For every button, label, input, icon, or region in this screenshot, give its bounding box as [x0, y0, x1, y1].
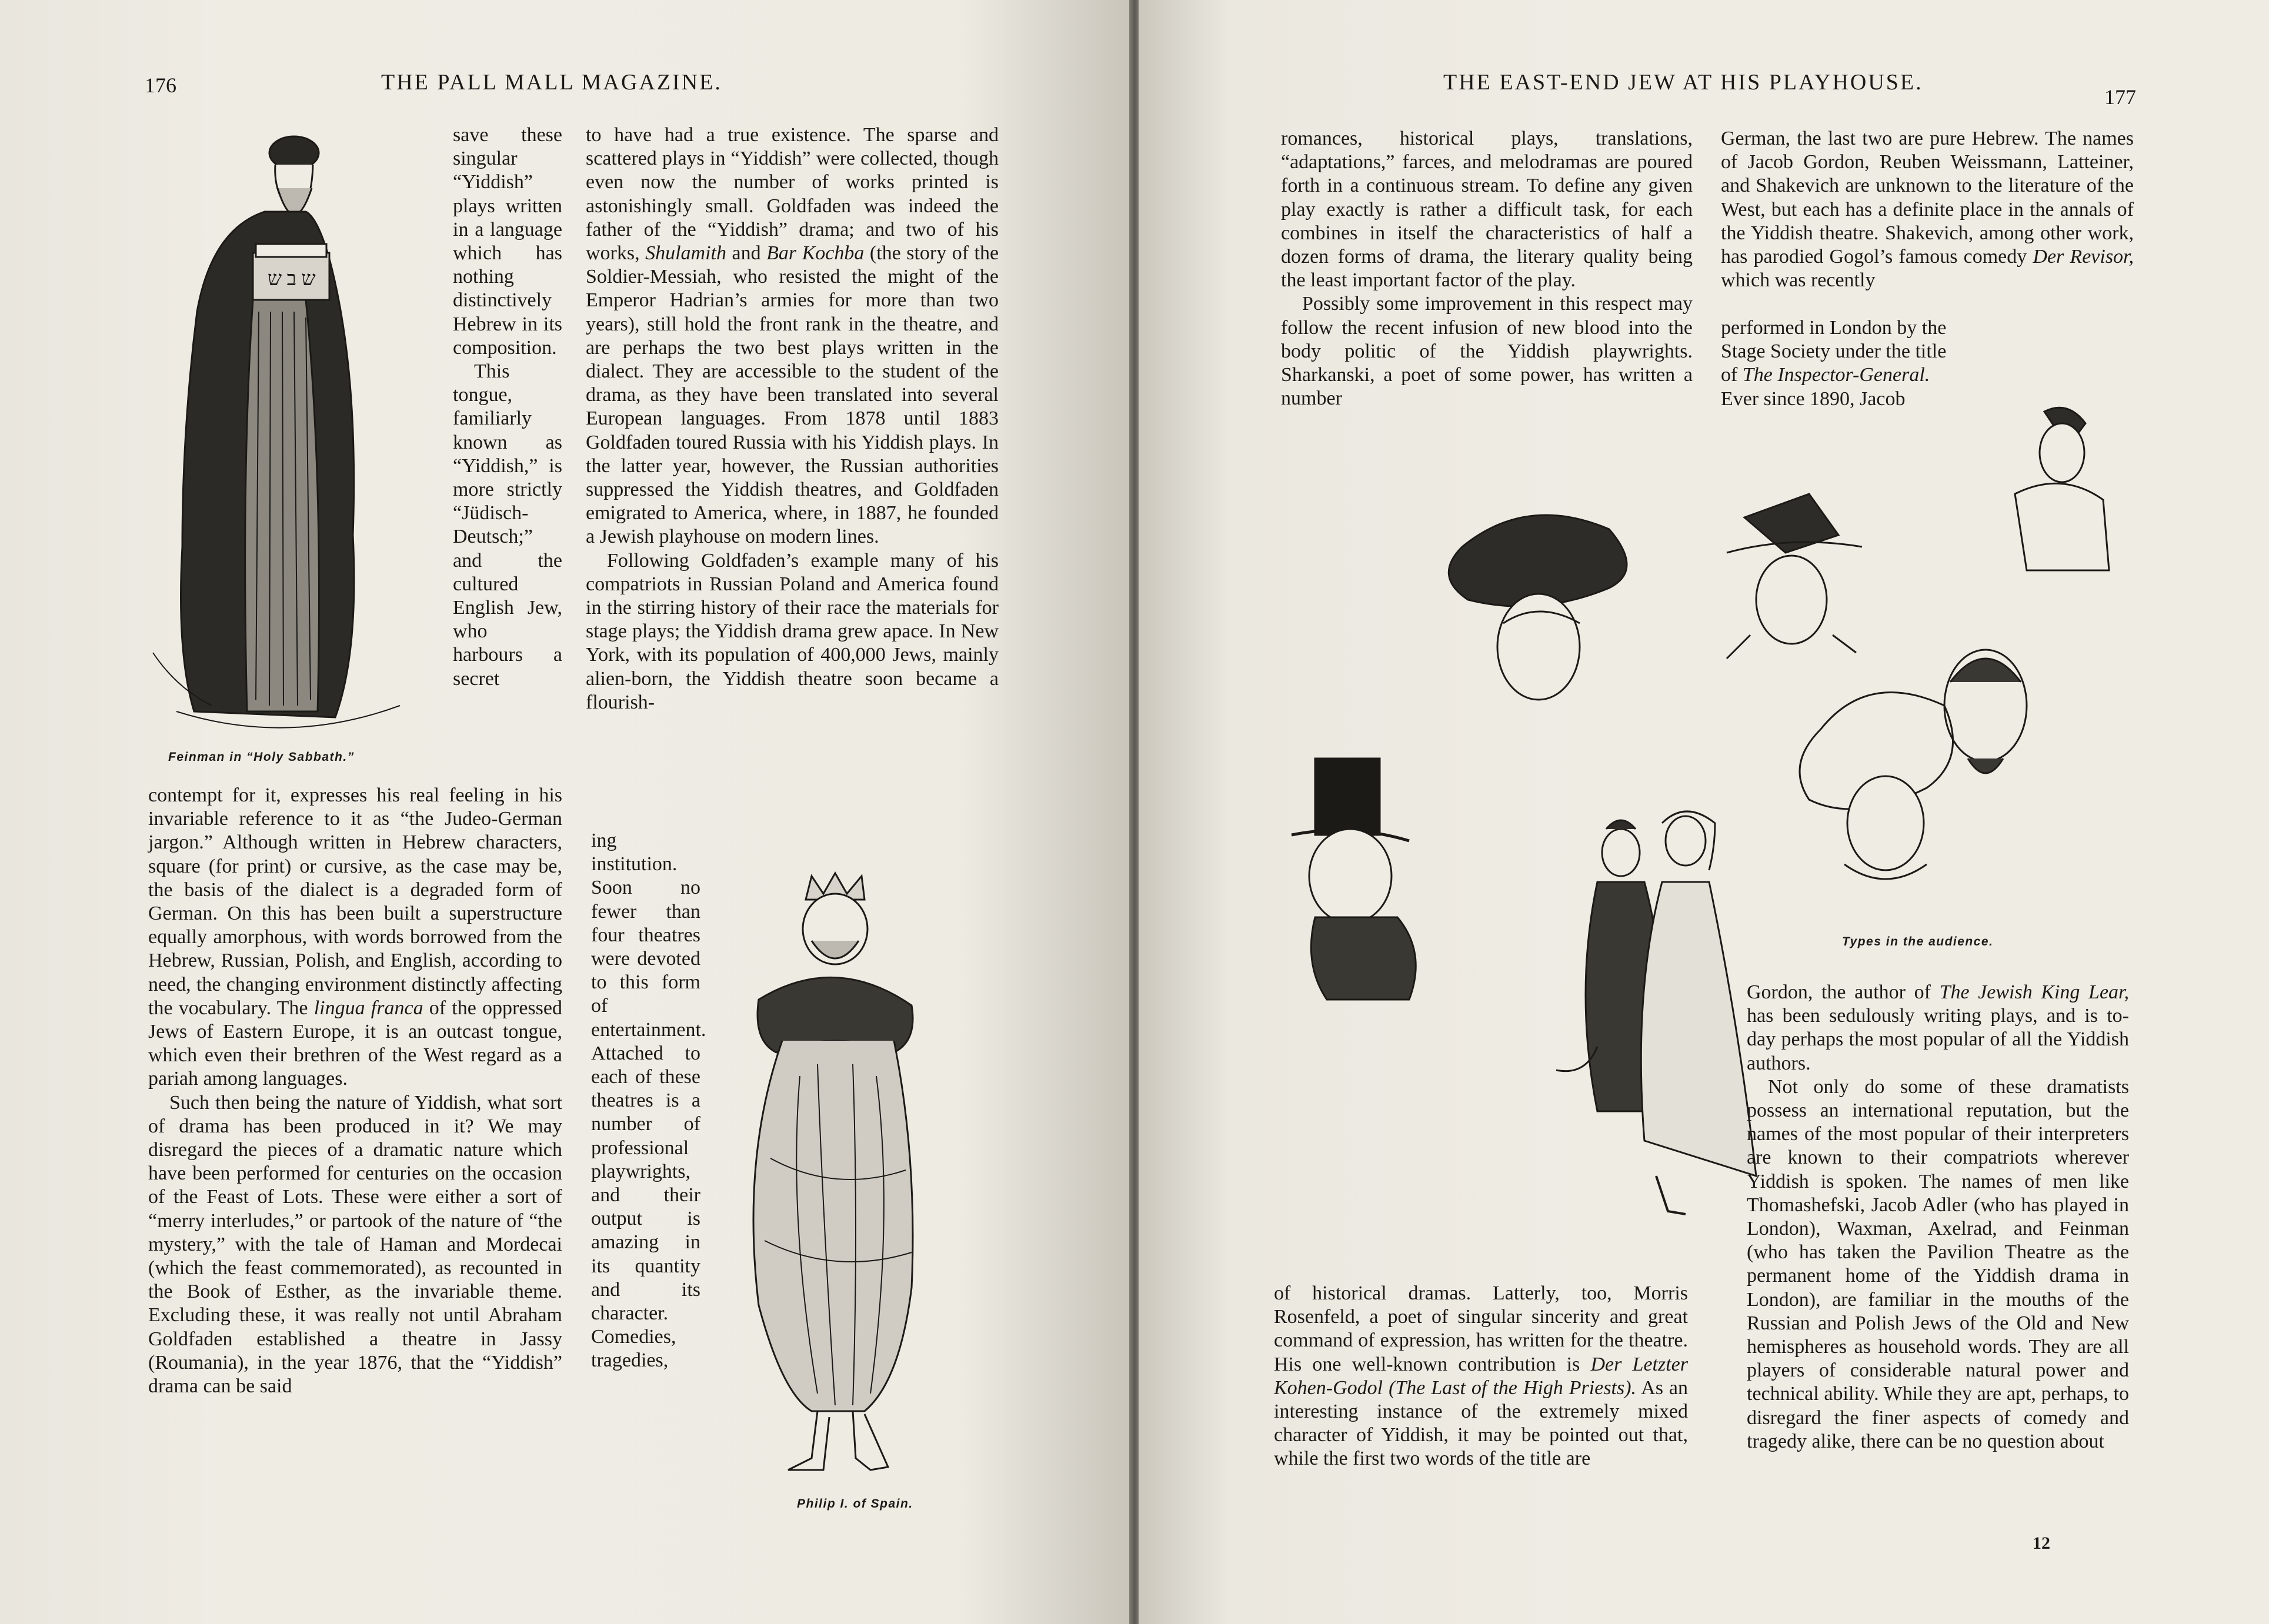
feinman-illustration [141, 123, 435, 747]
text-block: (the story of the Soldier-Messiah, who resisted the might of the Emperor Hadrian’s armies for more than two years), still hold the front rank in the theatre, and are perhaps the two best plays written in the dialect. They are accessible to the student of the drama, as they have been translated into several European languages. From 1878 until 1883 Goldfaden toured Russia with his Yiddish plays. In the latter year, however, the Russian authorities suppressed the Yiddish theatres, and Goldfaden emigrated to America, where, in 1887, he founded a Jewish playhouse on modern lines. [586, 242, 999, 548]
play-title: Der Revisor, [2033, 246, 2134, 268]
right-col-a-lower [1274, 1282, 1688, 1471]
caption-types: Types in the audience. [1842, 935, 1994, 948]
text-block: save these singular “Yiddish” plays written in a language which has nothing distinctively Hebrew in its composition. [453, 124, 562, 359]
text-block: romances, historical plays, translations, “adaptations,” farces, and melodramas are poured forth in a continuous stream. To define any given play exactly is rather a difficult task, for each combines in itself the characteristics of half a dozen forms of drama, the literary quality being the least important factor of the play. [1281, 128, 1693, 292]
text-block: contempt for it, expresses his real feeling in his invariable reference to it as “the Judeo-German jargon.” Although written in Hebrew characters, square (for print) or cursive, as the case may be, the basis of the dialect is a degraded form of German. On this has been built a superstructure equally amorphous, with words borrowed from the Hebrew, Russian, Polish, and English, according to need, the changing environment distinctly affecting the vocabulary. The [148, 784, 562, 1019]
signature-number: 12 [2033, 1533, 2050, 1553]
text-block: and [732, 242, 761, 265]
text-block: Ever since 1890, Jacob [1721, 387, 1906, 410]
right-page [1139, 0, 2269, 1624]
text-block: Following Goldfaden’s example many of his compatriots in Russian Poland and America found in the stirring history of their race the materials for stage plays; the Yiddish drama grew apace. In New York, with its population of 400,000 Jews, mainly alien-born, the Yiddish theatre soon became a flourish- [586, 549, 999, 713]
page-number: 177 [2104, 85, 2136, 109]
italic-term: lingua franca [313, 997, 423, 1019]
play-title: Bar Kochba [766, 242, 865, 265]
text-block: German, the last two are pure Hebrew. The names of Jacob Gordon, Reuben Weissmann, Latteiner, and Shakevich are unknown to the literature of the West, but each has a definite place in the annals of the Yiddish theatre. Shakevich, among other work, has parodied Gogol’s famous comedy [1721, 128, 2134, 268]
left-col-b [586, 123, 999, 714]
play-title: (The Last of the High Priests). [1389, 1376, 1637, 1399]
text-block: ing institution. Soon no fewer than four theatres were devoted to this form of entertainment. Attached to each of these theatres is a number of professional playwrights, and their output is amazing in its quantity and its character. Comedies, tragedies, [591, 830, 706, 1372]
right-col-b [1721, 127, 2134, 292]
text-block: has been sedulously writing plays, and is to-day perhaps the most popular of all the Yiddish authors. [1747, 1005, 2129, 1074]
page-number: 176 [145, 73, 176, 97]
caption-feinman: Feinman in “Holy Sabbath.” [168, 750, 355, 764]
text-block: which was recently [1721, 269, 1876, 292]
text-block: of the oppressed Jews of Eastern Europe, it is an outcast tongue, which even their brethren of the West regard as a pariah among languages. [148, 997, 563, 1090]
left-page [0, 0, 1129, 1624]
text-block: of historical dramas. Latterly, too, Morris Rosenfeld, a poet of singular sincerity and great command of expression, has written for the theatre. His one well-known contribution is [1274, 1282, 1688, 1375]
text-block: performed in London by the Stage Society under the title of [1721, 317, 1947, 386]
text-block: Not only do some of these dramatists possess an international reputation, but the names of the most popular of their interpreters are known to their compatriots wherever Yiddish is spoken. The names of men like Thomashefski, Jacob Adler (who has played in London), Waxman, Axelrad, and Feinman (who has taken the Pavilion Theatre as the permanent home of the Yiddish drama in London), are familiar in the mouths of the Russian and Polish Jews of the Old and New hemispheres as household words. They are all players of considerable natural power and technical ability. While they are apt, perhaps, to disregard the finer aspects of comedy and tragedy alike, there can be no question about [1747, 1075, 2129, 1452]
text-block: Gordon, the author of [1747, 981, 1931, 1003]
running-head: THE EAST-END JEW AT HIS PLAYHOUSE. [1443, 70, 1923, 95]
play-title: Shulamith [645, 242, 727, 265]
text-block: As an interesting instance of the extremely mixed character of Yiddish, it may be pointed out that, while the first two words of the title are [1274, 1376, 1688, 1470]
text-block: This tongue, familiarly known as “Yiddish,” is more strictly “Jüdisch-Deutsch;” and the cultured English Jew, who harbours a secret [453, 360, 562, 690]
philip-illustration [718, 864, 976, 1482]
caption-philip: Philip I. of Spain. [797, 1497, 913, 1511]
right-col-a [1281, 127, 1693, 410]
play-title: The Jewish King Lear, [1939, 981, 2129, 1003]
running-head: THE PALL MALL MAGAZINE. [381, 70, 722, 95]
box-letters: ש ב ש [268, 268, 316, 290]
text-block: to have had a true existence. The sparse and scattered plays in “Yiddish” were collected, though even now the number of works printed is astonishingly small. Goldfaden was indeed the father of the “Yiddish” drama; and two of his works, [586, 124, 999, 265]
text-block: Possibly some improvement in this respect may follow the recent infusion of new blood into the body politic of the Yiddish playwrights. Sharkanski, a poet of some power, has written a number [1281, 293, 1693, 410]
left-col-b-narrow [591, 829, 706, 1373]
play-title: The Inspector-General. [1742, 364, 1930, 386]
right-col-b-lower-narrow [1747, 981, 2129, 1453]
left-col-a-wide [148, 784, 562, 1398]
text-block: Such then being the nature of Yiddish, what sort of drama has been produced in it? We may disregard the pieces of a dramatic nature which have been performed for centuries on the occasion of the Feast of Lots. These were either a sort of “merry interludes,” or partook of the nature of “the mystery,” with the tale of Haman and Mordecai (which the feast commemorated), as recounted in the Book of Esther, as the invariable theme. Excluding these, it was really not until Abraham Goldfaden established a theatre in Jassy (Roumania), in the year 1876, that the “Yiddish” drama can be said [148, 1091, 562, 1398]
play-title: Der Letzter Kohen-Godol [1274, 1353, 1688, 1399]
left-col-a-narrow [453, 123, 562, 691]
